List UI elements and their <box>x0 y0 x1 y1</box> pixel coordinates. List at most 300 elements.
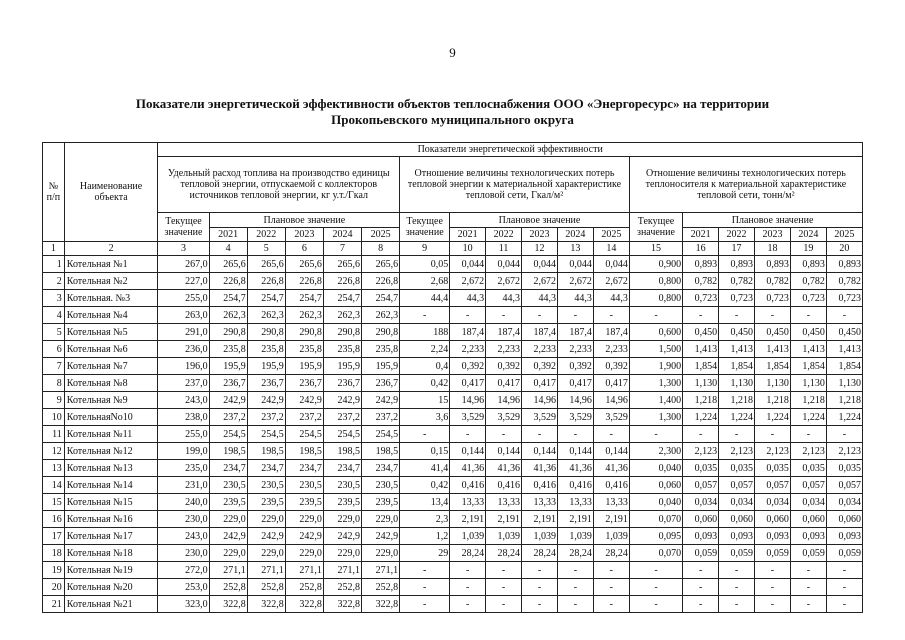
object-name: Котельная №5 <box>64 324 158 341</box>
value-cell: 3,529 <box>557 409 593 426</box>
value-cell: - <box>826 426 862 443</box>
value-cell: - <box>790 562 826 579</box>
row-number: 4 <box>43 307 65 324</box>
column-index: 17 <box>719 242 755 256</box>
value-cell: - <box>755 426 791 443</box>
value-cell: 290,8 <box>323 324 361 341</box>
value-cell: 271,1 <box>323 562 361 579</box>
value-cell: 235,0 <box>158 460 209 477</box>
value-cell: 44,3 <box>557 290 593 307</box>
value-cell: 1,224 <box>719 409 755 426</box>
value-cell: - <box>719 426 755 443</box>
value-cell: 0,416 <box>450 477 486 494</box>
table-row <box>43 341 863 358</box>
column-index: 2 <box>64 242 158 256</box>
value-cell: 237,2 <box>285 409 323 426</box>
header-planned-3: Плановое значение <box>683 213 863 228</box>
value-cell: 0,034 <box>683 494 719 511</box>
value-cell: 236,0 <box>158 341 209 358</box>
value-cell: - <box>450 579 486 596</box>
object-name: Котельная №4 <box>64 307 158 324</box>
value-cell: 0,044 <box>486 256 522 273</box>
value-cell: 41,36 <box>557 460 593 477</box>
value-cell: 0,4 <box>400 358 450 375</box>
value-cell: 230,5 <box>285 477 323 494</box>
value-cell: 1,413 <box>719 341 755 358</box>
header-year: 2021 <box>683 228 719 242</box>
value-cell: 13,33 <box>593 494 629 511</box>
value-cell: 322,8 <box>209 596 247 613</box>
value-cell: - <box>683 307 719 324</box>
value-cell: 239,5 <box>247 494 285 511</box>
value-cell: 254,7 <box>362 290 400 307</box>
value-cell: 44,3 <box>486 290 522 307</box>
value-cell: 187,4 <box>522 324 558 341</box>
value-cell: 235,8 <box>247 341 285 358</box>
value-cell: 2,672 <box>486 273 522 290</box>
value-cell: 235,8 <box>323 341 361 358</box>
row-number: 2 <box>43 273 65 290</box>
value-cell: - <box>400 596 450 613</box>
row-number: 12 <box>43 443 65 460</box>
value-cell: 0,070 <box>629 545 682 562</box>
row-number: 16 <box>43 511 65 528</box>
object-name: Котельная №6 <box>64 341 158 358</box>
value-cell: 1,854 <box>790 358 826 375</box>
value-cell: 0,093 <box>719 528 755 545</box>
value-cell: 41,36 <box>522 460 558 477</box>
value-cell: 234,7 <box>323 460 361 477</box>
value-cell: 263,0 <box>158 307 209 324</box>
value-cell: 187,4 <box>593 324 629 341</box>
value-cell: 0,450 <box>683 324 719 341</box>
column-index: 14 <box>593 242 629 256</box>
value-cell: 229,0 <box>209 545 247 562</box>
value-cell: 28,24 <box>450 545 486 562</box>
value-cell: 0,450 <box>790 324 826 341</box>
object-name: Котельная №17 <box>64 528 158 545</box>
header-year: 2023 <box>755 228 791 242</box>
value-cell: 1,400 <box>629 392 682 409</box>
column-index: 1 <box>43 242 65 256</box>
table-row <box>43 273 863 290</box>
value-cell: 254,7 <box>247 290 285 307</box>
value-cell: 188 <box>400 324 450 341</box>
value-cell: 0,782 <box>755 273 791 290</box>
value-cell: 0,416 <box>593 477 629 494</box>
value-cell: 195,9 <box>247 358 285 375</box>
value-cell: 0,416 <box>557 477 593 494</box>
object-name: Котельная №11 <box>64 426 158 443</box>
title-line-2: Прокопьевского муниципального округа <box>331 112 574 127</box>
value-cell: 242,9 <box>362 392 400 409</box>
value-cell: 226,8 <box>247 273 285 290</box>
value-cell: 242,9 <box>323 528 361 545</box>
column-index: 11 <box>486 242 522 256</box>
value-cell: 290,8 <box>362 324 400 341</box>
value-cell: 322,8 <box>362 596 400 613</box>
value-cell: 0,057 <box>826 477 862 494</box>
table-row <box>43 307 863 324</box>
value-cell: - <box>450 596 486 613</box>
value-cell: 2,68 <box>400 273 450 290</box>
table-row <box>43 511 863 528</box>
table-row <box>43 460 863 477</box>
value-cell: 0,392 <box>486 358 522 375</box>
column-index: 15 <box>629 242 682 256</box>
header-group-heat-loss: Отношение величины технологических потерь тепловой энергии к материальной характеристике тепловой сети, Гкал/м² <box>400 157 630 213</box>
value-cell: 231,0 <box>158 477 209 494</box>
value-cell: - <box>400 562 450 579</box>
value-cell: - <box>755 562 791 579</box>
header-year: 2024 <box>790 228 826 242</box>
value-cell: - <box>522 426 558 443</box>
value-cell: 0,060 <box>683 511 719 528</box>
value-cell: 235,8 <box>362 341 400 358</box>
value-cell: 28,24 <box>486 545 522 562</box>
value-cell: 0,723 <box>719 290 755 307</box>
row-number: 19 <box>43 562 65 579</box>
object-name: Котельная №8 <box>64 375 158 392</box>
value-cell: 13,4 <box>400 494 450 511</box>
column-index: 13 <box>557 242 593 256</box>
value-cell: 262,3 <box>285 307 323 324</box>
value-cell: 234,7 <box>285 460 323 477</box>
value-cell: - <box>683 596 719 613</box>
value-cell: 242,9 <box>362 528 400 545</box>
value-cell: 237,2 <box>247 409 285 426</box>
value-cell: 14,96 <box>557 392 593 409</box>
header-year: 2022 <box>719 228 755 242</box>
value-cell: 1,224 <box>826 409 862 426</box>
value-cell: - <box>790 579 826 596</box>
value-cell: 198,5 <box>209 443 247 460</box>
value-cell: 1,413 <box>826 341 862 358</box>
value-cell: 2,672 <box>522 273 558 290</box>
value-cell: 237,2 <box>323 409 361 426</box>
row-number: 9 <box>43 392 65 409</box>
value-cell: 14,96 <box>593 392 629 409</box>
value-cell: 254,5 <box>323 426 361 443</box>
value-cell: 236,7 <box>285 375 323 392</box>
value-cell: 0,417 <box>522 375 558 392</box>
value-cell: 0,782 <box>790 273 826 290</box>
value-cell: 0,059 <box>755 545 791 562</box>
value-cell: 0,800 <box>629 290 682 307</box>
value-cell: - <box>557 596 593 613</box>
table-row <box>43 375 863 392</box>
value-cell: 0,392 <box>593 358 629 375</box>
value-cell: 0,450 <box>826 324 862 341</box>
value-cell: 198,5 <box>323 443 361 460</box>
header-year: 2025 <box>362 228 400 242</box>
value-cell: 290,8 <box>209 324 247 341</box>
value-cell: 271,1 <box>247 562 285 579</box>
value-cell: - <box>826 596 862 613</box>
value-cell: 0,417 <box>486 375 522 392</box>
value-cell: 0,057 <box>719 477 755 494</box>
value-cell: 198,5 <box>362 443 400 460</box>
value-cell: 0,044 <box>450 256 486 273</box>
value-cell: 0,095 <box>629 528 682 545</box>
value-cell: - <box>826 307 862 324</box>
value-cell: 262,3 <box>362 307 400 324</box>
value-cell: - <box>557 579 593 596</box>
value-cell: 226,8 <box>362 273 400 290</box>
object-name: Котельная №15 <box>64 494 158 511</box>
value-cell: 236,7 <box>362 375 400 392</box>
value-cell: 1,854 <box>755 358 791 375</box>
value-cell: 14,96 <box>522 392 558 409</box>
value-cell: 2,233 <box>557 341 593 358</box>
value-cell: 2,672 <box>557 273 593 290</box>
value-cell: 253,0 <box>158 579 209 596</box>
value-cell: 1,130 <box>790 375 826 392</box>
table-row <box>43 528 863 545</box>
value-cell: 2,123 <box>790 443 826 460</box>
header-year: 2021 <box>450 228 486 242</box>
value-cell: - <box>593 579 629 596</box>
value-cell: 0,035 <box>826 460 862 477</box>
value-cell: 254,5 <box>285 426 323 443</box>
title-line-1: Показатели энергетической эффективности объектов теплоснабжения ООО «Энергоресурс» на территории <box>135 96 770 111</box>
header-year: 2022 <box>247 228 285 242</box>
value-cell: 229,0 <box>285 545 323 562</box>
table-row <box>43 256 863 273</box>
value-cell: 44,3 <box>522 290 558 307</box>
value-cell: 199,0 <box>158 443 209 460</box>
object-name: Котельная №7 <box>64 358 158 375</box>
value-cell: 265,6 <box>209 256 247 273</box>
value-cell: 0,392 <box>557 358 593 375</box>
value-cell: 262,3 <box>247 307 285 324</box>
value-cell: 0,600 <box>629 324 682 341</box>
value-cell: 290,8 <box>247 324 285 341</box>
value-cell: 0,893 <box>826 256 862 273</box>
value-cell: - <box>790 426 826 443</box>
value-cell: - <box>557 426 593 443</box>
object-name: Котельная №19 <box>64 562 158 579</box>
value-cell: 0,893 <box>755 256 791 273</box>
value-cell: 0,057 <box>683 477 719 494</box>
header-planned-1: Плановое значение <box>209 213 400 228</box>
value-cell: 0,059 <box>790 545 826 562</box>
value-cell: 255,0 <box>158 426 209 443</box>
table-row <box>43 596 863 613</box>
value-cell: - <box>450 426 486 443</box>
value-cell: - <box>755 579 791 596</box>
value-cell: - <box>486 579 522 596</box>
value-cell: 1,413 <box>683 341 719 358</box>
value-cell: 0,034 <box>719 494 755 511</box>
value-cell: 3,529 <box>486 409 522 426</box>
value-cell: - <box>629 307 682 324</box>
row-number: 3 <box>43 290 65 307</box>
value-cell: 0,723 <box>826 290 862 307</box>
value-cell: 0,034 <box>755 494 791 511</box>
value-cell: 0,417 <box>557 375 593 392</box>
value-cell: 1,039 <box>593 528 629 545</box>
value-cell: 230,5 <box>362 477 400 494</box>
value-cell: 0,144 <box>593 443 629 460</box>
value-cell: 0,034 <box>790 494 826 511</box>
value-cell: 0,060 <box>826 511 862 528</box>
object-name: Котельная №9 <box>64 392 158 409</box>
value-cell: 2,233 <box>593 341 629 358</box>
value-cell: - <box>790 307 826 324</box>
value-cell: 227,0 <box>158 273 209 290</box>
value-cell: 262,3 <box>323 307 361 324</box>
table-row <box>43 358 863 375</box>
value-cell: - <box>629 562 682 579</box>
row-number: 14 <box>43 477 65 494</box>
value-cell: 0,392 <box>522 358 558 375</box>
value-cell: 0,035 <box>719 460 755 477</box>
value-cell: 1,130 <box>683 375 719 392</box>
table-row <box>43 324 863 341</box>
column-index: 5 <box>247 242 285 256</box>
value-cell: 1,854 <box>719 358 755 375</box>
value-cell: 0,044 <box>522 256 558 273</box>
value-cell: 242,9 <box>285 392 323 409</box>
value-cell: 272,0 <box>158 562 209 579</box>
value-cell: 0,057 <box>755 477 791 494</box>
value-cell: - <box>755 307 791 324</box>
value-cell: 0,05 <box>400 256 450 273</box>
value-cell: 3,6 <box>400 409 450 426</box>
value-cell: 29 <box>400 545 450 562</box>
value-cell: 242,9 <box>247 528 285 545</box>
value-cell: 1,854 <box>826 358 862 375</box>
value-cell: 1,130 <box>755 375 791 392</box>
value-cell: 238,0 <box>158 409 209 426</box>
value-cell: - <box>522 579 558 596</box>
object-name: Котельная №18 <box>64 545 158 562</box>
value-cell: 229,0 <box>323 511 361 528</box>
value-cell: 0,060 <box>629 477 682 494</box>
value-cell: 254,7 <box>209 290 247 307</box>
value-cell: 2,672 <box>593 273 629 290</box>
column-index: 16 <box>683 242 719 256</box>
table-row <box>43 409 863 426</box>
value-cell: 0,040 <box>629 494 682 511</box>
value-cell: 41,4 <box>400 460 450 477</box>
value-cell: 28,24 <box>522 545 558 562</box>
header-year: 2024 <box>557 228 593 242</box>
header-current-1: Текущее значение <box>158 213 209 242</box>
value-cell: 1,413 <box>755 341 791 358</box>
value-cell: 0,060 <box>790 511 826 528</box>
value-cell: 0,070 <box>629 511 682 528</box>
value-cell: 290,8 <box>285 324 323 341</box>
object-name: Котельная №2 <box>64 273 158 290</box>
value-cell: 0,15 <box>400 443 450 460</box>
header-year: 2023 <box>285 228 323 242</box>
value-cell: 234,7 <box>209 460 247 477</box>
value-cell: 242,9 <box>285 528 323 545</box>
value-cell: - <box>522 562 558 579</box>
value-cell: 13,33 <box>486 494 522 511</box>
value-cell: 196,0 <box>158 358 209 375</box>
value-cell: 0,093 <box>826 528 862 545</box>
value-cell: 2,123 <box>683 443 719 460</box>
value-cell: 0,144 <box>557 443 593 460</box>
value-cell: 239,5 <box>209 494 247 511</box>
column-index: 4 <box>209 242 247 256</box>
value-cell: - <box>719 596 755 613</box>
header-year: 2023 <box>522 228 558 242</box>
table-row <box>43 562 863 579</box>
value-cell: 239,5 <box>323 494 361 511</box>
row-number: 1 <box>43 256 65 273</box>
value-cell: 254,5 <box>362 426 400 443</box>
header-number: № п/п <box>43 143 65 242</box>
object-name: Котельная №16 <box>64 511 158 528</box>
value-cell: 0,723 <box>683 290 719 307</box>
value-cell: 237,0 <box>158 375 209 392</box>
value-cell: 0,416 <box>486 477 522 494</box>
value-cell: 242,9 <box>209 392 247 409</box>
value-cell: 0,059 <box>719 545 755 562</box>
value-cell: 0,035 <box>755 460 791 477</box>
value-cell: 252,8 <box>247 579 285 596</box>
header-year: 2022 <box>486 228 522 242</box>
value-cell: 237,2 <box>209 409 247 426</box>
value-cell: 0,093 <box>790 528 826 545</box>
value-cell: - <box>593 562 629 579</box>
value-cell: - <box>400 307 450 324</box>
value-cell: 243,0 <box>158 528 209 545</box>
value-cell: 198,5 <box>285 443 323 460</box>
value-cell: 0,893 <box>719 256 755 273</box>
value-cell: 0,782 <box>719 273 755 290</box>
table-row <box>43 579 863 596</box>
value-cell: 0,044 <box>557 256 593 273</box>
value-cell: 44,4 <box>400 290 450 307</box>
value-cell: 1,224 <box>790 409 826 426</box>
value-cell: 229,0 <box>209 511 247 528</box>
value-cell: 41,36 <box>593 460 629 477</box>
header-current-3: Текущее значение <box>629 213 682 242</box>
header-object-name: Наименование объекта <box>64 143 158 242</box>
value-cell: 1,218 <box>755 392 791 409</box>
object-name: Котельная №20 <box>64 579 158 596</box>
value-cell: 0,416 <box>522 477 558 494</box>
value-cell: 195,9 <box>285 358 323 375</box>
efficiency-table <box>42 142 863 613</box>
value-cell: 187,4 <box>557 324 593 341</box>
value-cell: 229,0 <box>285 511 323 528</box>
column-index: 10 <box>450 242 486 256</box>
value-cell: 262,3 <box>209 307 247 324</box>
value-cell: 226,8 <box>323 273 361 290</box>
value-cell: 2,233 <box>522 341 558 358</box>
value-cell: 13,33 <box>522 494 558 511</box>
value-cell: 187,4 <box>450 324 486 341</box>
value-cell: 2,300 <box>629 443 682 460</box>
value-cell: 0,723 <box>790 290 826 307</box>
value-cell: - <box>593 426 629 443</box>
value-cell: - <box>400 579 450 596</box>
value-cell: - <box>826 579 862 596</box>
value-cell: 254,5 <box>247 426 285 443</box>
column-index: 12 <box>522 242 558 256</box>
value-cell: 0,144 <box>522 443 558 460</box>
value-cell: 41,36 <box>486 460 522 477</box>
value-cell: - <box>683 426 719 443</box>
value-cell: 195,9 <box>209 358 247 375</box>
value-cell: 14,96 <box>486 392 522 409</box>
